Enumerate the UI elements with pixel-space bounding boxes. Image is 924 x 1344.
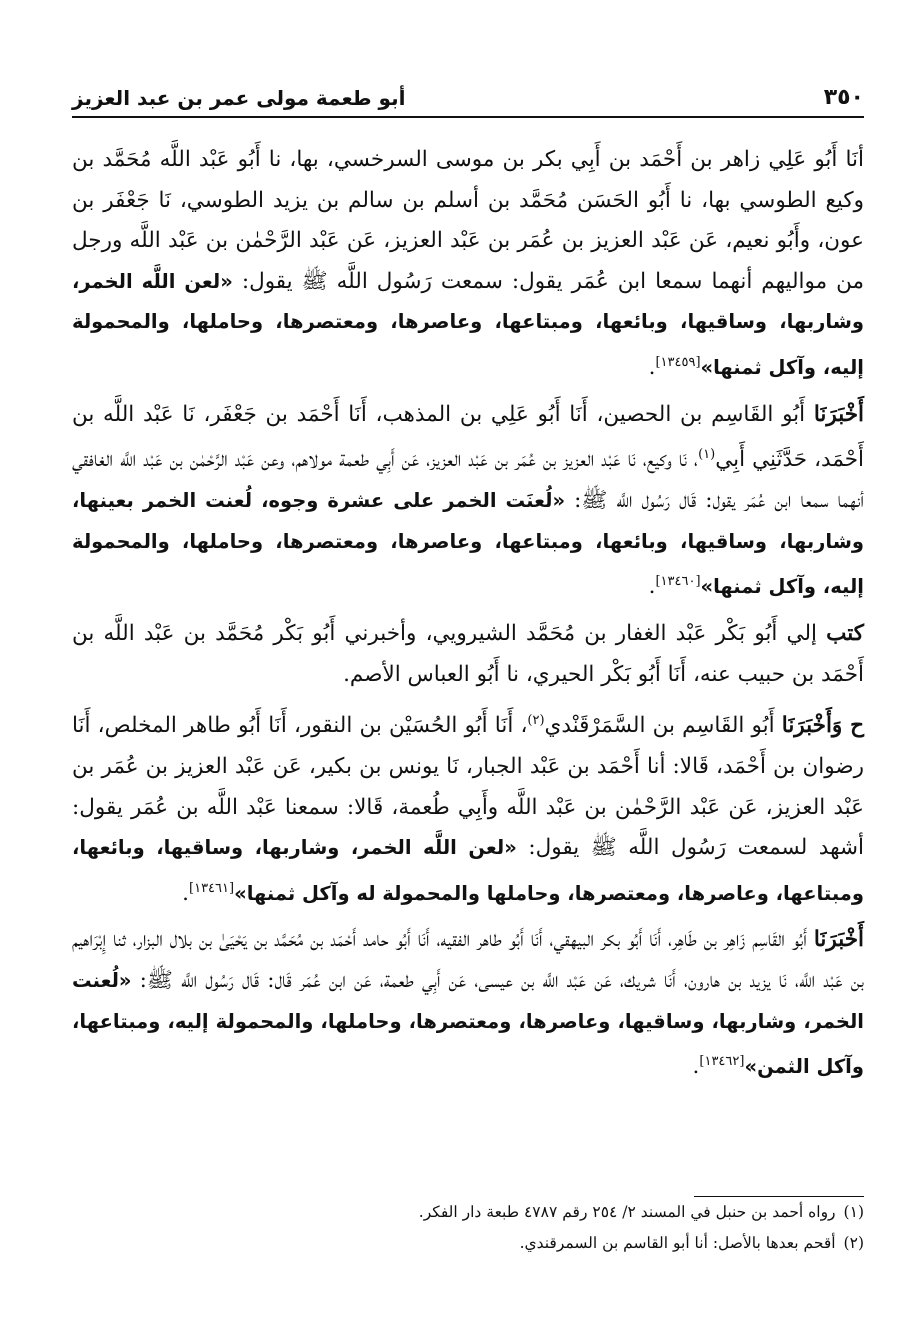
hadith-number: [١٣٤٦٢] — [699, 1054, 745, 1070]
book-page — [72, 0, 864, 1344]
isnad-text-cont: ، أَنَا أَبُو الحُسَيْن بن النقور، أَنَا أَبُو طاهر المخلص، أَنَا رضوان بن أَحْمَد، قَالا: أنا أَحْمَد بن عَبْد الجبار، نَا يونس بن بكير، عَن عَبْد العزيز بن عُمَر بن عَبْد العزيز، عَن عَبْد الرَّحْمٰن بن عَبْد اللَّه وأَبِي طُعمة، قَالا: سمعنا عَبْد اللَّه بن عُمَر يقول: أشهد لسمعت رَسُول اللَّه ﷺ يقول: — [72, 713, 864, 861]
paragraph-3 — [72, 614, 864, 695]
hadith-number: [١٣٤٦٠] — [655, 574, 701, 590]
paragraph-1 — [72, 140, 864, 389]
isnad-text: أَبُو القَاسِم بن الحصين، أَنَا أَبُو عَلِي بن المذهب، أَنَا أَحْمَد بن جَعْفَر، نَا عَبْد اللَّه بن أَحْمَد، حَدَّثَنِي أَبِي — [72, 401, 865, 473]
footnote-number: (١) — [843, 1203, 864, 1221]
footnote-number: (٢) — [843, 1234, 864, 1252]
hadith-text: «لعن اللَّه الخمر، وشاربها، وساقيها، وبائعها، ومبتاعها، وعاصرها، ومعتصرها، وحاملها والمحمولة له وآكل ثمنها» — [72, 836, 864, 905]
hadith-text: «لُعنت الخمر، وشاربها، وساقيها، وعاصرها، ومعتصرها، وحاملها، والمحمولة إليه، ومبتاعها، وآكل الثمن» — [72, 969, 864, 1079]
main-text — [72, 140, 864, 1094]
lead-word: كتب — [826, 621, 864, 646]
lead-word: أَخْبَرَنَا — [813, 927, 864, 953]
footnote-ref[interactable]: (٢) — [527, 713, 545, 729]
paragraph-4 — [72, 701, 864, 914]
footnotes — [72, 1196, 864, 1259]
period: . — [692, 1054, 700, 1080]
paragraph-2 — [72, 395, 864, 608]
lead-word: ح وَأَخْبَرَنَا — [781, 713, 864, 739]
isnad-text-cont: ، نَا وكيع، نَا عَبْد العزيز بن عُمَر بن عَبْد العزيز، عَن أَبِي طعمة مولاهم، وعن عَبْد الرَّحْمٰن بن عَبْد اللَّه الغافقي أنهما سمعا ابن عُمَر يقول: قَال رَسُول اللَّه ﷺ: — [72, 447, 864, 514]
footnote-2 — [72, 1228, 864, 1259]
isnad-text: أَبُو القَاسِم زَاهِر بن طَاهِر، أَنَا أَبُو بكر البيهقي، أَنَا أَبُو طاهر الفقيه، أَنَا أَبُو حامد أَحْمَد بن مُحَمَّد بن يَحْيَىٰ بن بلال البزار، ثنا إِبْرَاهيم بن عَبْد اللَّه، نَا يزيد بن هارون، أَنَا شريك، عَن عَبْد اللَّه بن عيسى، عَن أَبِي طعمة، عَن ابن عُمَر قَال: قَال رَسُول اللَّه ﷺ: — [72, 927, 864, 994]
period: . — [648, 355, 656, 381]
hadith-text: «لعن اللَّه الخمر، وشاربها، وساقيها، وبائعها، ومبتاعها، وعاصرها، ومعتصرها، وحاملها، والمحمولة إليه، وآكل ثمنها» — [72, 269, 864, 380]
footnote-ref[interactable]: (١) — [698, 447, 716, 463]
page-number: ٣٥٠ — [823, 85, 864, 110]
footnote-1 — [72, 1197, 864, 1228]
hadith-number: [١٣٤٥٩] — [655, 354, 701, 370]
paragraph-5 — [72, 920, 864, 1088]
running-title: أبو طعمة مولى عمر بن عبد العزيز — [72, 86, 406, 110]
footnote-text: أقحم بعدها بالأصل: أنا أبو القاسم بن السمرقندي. — [519, 1234, 836, 1252]
footnote-text: رواه أحمد بن حنبل في المسند ٢/ ٢٥٤ رقم ٤٧٨٧ طبعة دار الفكر. — [418, 1203, 836, 1221]
isnad-text: إلي أَبُو بَكْر عَبْد الغفار بن مُحَمَّد الشيرويي، وأخبرني أَبُو بَكْر مُحَمَّد بن عَبْد اللَّه بن أَحْمَد بن حبيب عنه، أَنَا أَبُو بَكْر الحيري، نا أَبُو العباس الأصم. — [72, 621, 864, 687]
lead-word: أَخْبَرَنَا — [813, 401, 864, 427]
isnad-text: أنَا أَبُو عَلِي زاهر بن أَحْمَد بن أَبِي بكر بن موسى السرخسي، بها، نا أَبُو عَبْد اللَّه مُحَمَّد بن وكيع الطوسي بها، نا أَبُو الحَسَن مُحَمَّد بن أسلم بن سالم بن يزيد الطوسي، نَا جَعْفَر بن عون، وأَبُو نعيم، عَن عَبْد العزيز بن عُمَر بن عَبْد العزيز، عَن عَبْد الرَّحْمٰن بن عَبْد اللَّه ورجل من مواليهم أنهما سمعا ابن عُمَر يقول: سمعت رَسُول اللَّه ﷺ يقول: — [72, 147, 865, 294]
page-header — [72, 74, 864, 118]
period: . — [182, 880, 190, 906]
hadith-text: «لُعنَت الخمر على عشرة وجوه، لُعنت الخمر بعينها، وشاربها، وساقيها، وبائعها، ومبتاعها، وعاصرها، ومعتصرها، وحاملها، والمحمولة إليه، وآكل ثمنها» — [72, 489, 864, 599]
period: . — [648, 574, 656, 600]
hadith-number: [١٣٤٦١] — [189, 880, 235, 896]
isnad-text: أَبُو القَاسِم بن السَّمَرْقَنْدي — [544, 713, 782, 739]
